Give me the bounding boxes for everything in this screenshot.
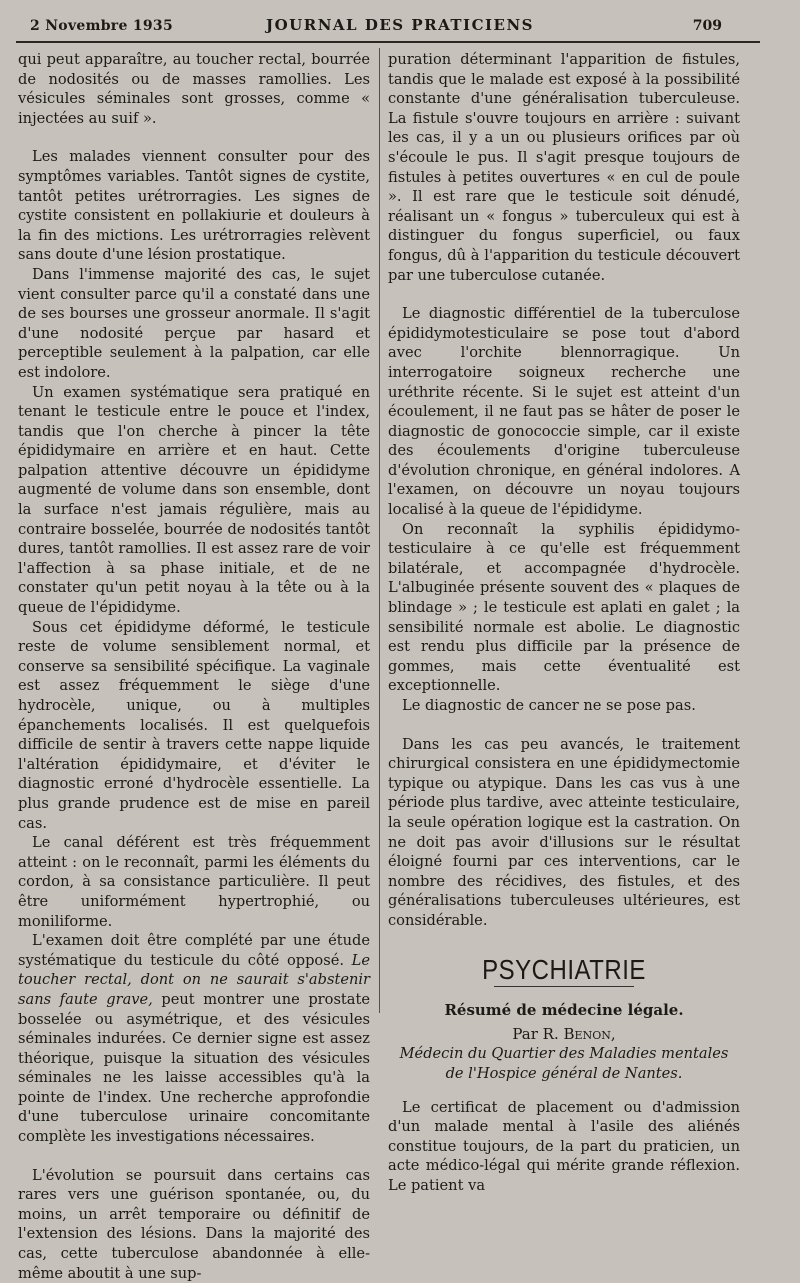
- article-subtitle: Résumé de médecine légale.: [444, 1001, 684, 1020]
- text-run: peut montrer une prostate bosselée ou asymétrique, et des vésicules séminales indurées. Ce dernier signe est assez théorique, puisque la situation des vésicules séminales ne les laisse accessibles qu'à la pointe de l'index. Une recherche approfondie d'une tuberculose urinaire concomitante complète les investigations nécessaires.: [18, 990, 370, 1146]
- left-column: [18, 50, 370, 1283]
- page-number: 709: [692, 18, 722, 34]
- section-rule: [494, 986, 634, 987]
- italic-emphasis: Le toucher rectal, dont on ne saurait s'abstenir sans faute grave,: [18, 951, 370, 1008]
- issue-date: 2 Novembre 1935: [30, 18, 174, 34]
- right-column: [388, 50, 740, 1195]
- journal-title: JOURNAL DES PRATICIENS: [266, 16, 534, 34]
- paragraph: Le canal déférent est très fréquemment atteint : on le reconnaît, parmi les éléments du cordon, à sa consistance particulière. Il peut être uniformément hypertrophié, ou moniliforme.: [18, 834, 370, 930]
- paragraph-with-emphasis: [18, 931, 370, 1147]
- header-rule: [16, 41, 760, 43]
- paragraph: On reconnaît la syphilis épididymo-testiculaire à ce qu'elle est fréquemment bilatérale, et accompagnée d'hydrocèle. L'albuginée présente souvent des « plaques de blindage » ; le testicule est aplati en galet ; la sensibilité normale est abolie. Le diagnostic est rendu plus difficile par la présence de gommes, mais cette éventualité est exceptionnelle.: [388, 520, 740, 695]
- paragraph: qui peut apparaître, au toucher rectal, bourrée de nodosités ou de masses ramollies. Les vésicules séminales sont grosses, comme « injectées au suif ».: [18, 51, 370, 127]
- author-affiliation: Médecin du Quartier des Maladies mentales: [399, 1045, 729, 1063]
- paragraph: Le diagnostic différentiel de la tuberculose épididymotesticulaire se pose tout d'abord avec l'orchite blennorragique. Un interrogatoire soigneux recherche une uréthrite récente. Si le sujet est atteint d'un écoulement, il ne faut pas se hâter de poser le diagnostic de gonococcie simple, car il existe des écoulements d'origine tuberculeuse d'évolution chronique, en général indolores. A l'examen, on découvre un noyau toujours localisé à la queue de l'épididyme.: [388, 305, 740, 519]
- paragraph: L'évolution se poursuit dans certains cas rares vers une guérison spontanée, ou, du moins, un arrêt temporaire ou définitif de l'extension des lésions. Dans la majorité des cas, cette tuberculose abandonnée à elle-même aboutit à une sup-: [18, 1166, 370, 1282]
- paragraph: puration déterminant l'apparition de fistules, tandis que le malade est exposé à la possibilité constante d'une généralisation tuberculeuse. La fistule s'ouvre toujours en arrière : suivant les cas, il y a un ou plusieurs orifices par où s'écoule le pus. Il s'agit presque toujours de fistules à petites ouvertures « en cul de poule ». Il est rare que le testicule soit dénudé, réalisant un « fongus » tuberculeux qui est à distinguer du fongus superficiel, ou faux fongus, dû à l'apparition du testicule découvert par une tuberculose cutanée.: [388, 51, 740, 284]
- text-run: L'examen doit être complété par une étude systématique du testicule du côté opposé.: [18, 932, 370, 969]
- paragraph: Dans l'immense majorité des cas, le sujet vient consulter parce qu'il a constaté dans une de ses bourses une grosseur anormale. Il s'agit d'une nodosité perçue par hasard et perceptible seulement à la palpation, car elle est indolore.: [18, 265, 370, 381]
- paragraph: Le diagnostic de cancer ne se pose pas.: [402, 697, 696, 714]
- column-divider: [379, 48, 380, 1013]
- paragraph: Un examen systématique sera pratiqué en tenant le testicule entre le pouce et l'index, tandis que l'on cherche à pincer la tête épididymaire en arrière et en haut. Cette palpation attentive découvre un épididyme augmenté de volume dans son ensemble, dont la surface n'est jamais régulière, mais au contraire bosselée, bourrée de nodosités tantôt dures, tantôt ramollies. Il est assez rare de voir l'affection à sa phase initiale, et de ne constater qu'un petit noyau à la tête ou à la queue de l'épididyme.: [18, 383, 370, 617]
- paragraph: Sous cet épididyme déformé, le testicule reste de volume sensiblement normal, et conserve sa sensibilité spécifique. La vaginale est assez fréquemment le siège d'une hydrocèle, unique, ou à multiples épanchements localisés. Il est quelquefois difficile de sentir à travers cette nappe liquide l'altération épididymaire, et d'éviter le diagnostic erroné d'hydrocèle essentielle. La plus grande prudence est de mise en pareil cas.: [18, 618, 370, 832]
- paragraph: Les malades viennent consulter pour des symptômes variables. Tantôt signes de cystite, tantôt petites urétrorragies. Les signes de cystite consistent en pollakiurie et douleurs à la fin des mictions. Les urétrorragies relèvent sans doute d'une lésion prostatique.: [18, 148, 370, 264]
- section-title: PSYCHIATRIE: [482, 954, 646, 986]
- author-prefix: Par R.: [512, 1024, 564, 1043]
- author-name: Benon,: [563, 1024, 616, 1043]
- author-affiliation: de l'Hospice général de Nantes.: [445, 1064, 683, 1082]
- author-line: [388, 1025, 740, 1045]
- paragraph: Le certificat de placement ou d'admission d'un malade mental à l'asile des aliénés constitue toujours, de la part du praticien, un acte médico-légal qui mérite grande réflexion. Le patient va: [388, 1098, 740, 1194]
- running-header: [0, 14, 800, 40]
- paragraph: Dans les cas peu avancés, le traitement chirurgical consistera en une épididymectomie typique ou atypique. Dans les cas vus à une période plus tardive, avec atteinte testiculaire, la seule opération logique est la castration. On ne doit pas avoir d'illusions sur le résultat éloigné fourni par ces interventions, car le nombre des récidives, des fistules, et des généralisations tuberculeuses ultérieures, est considérable.: [388, 735, 740, 929]
